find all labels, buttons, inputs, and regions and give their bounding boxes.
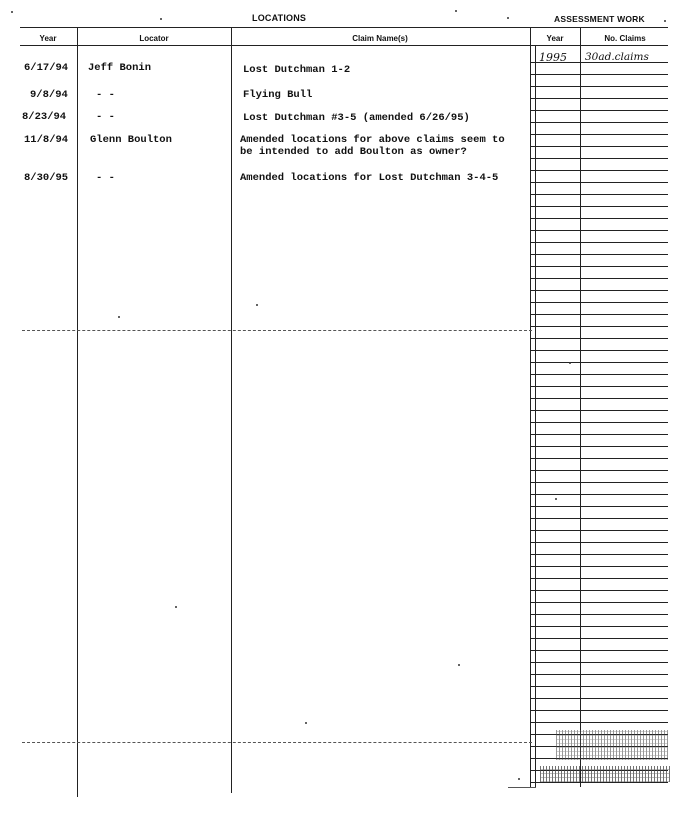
col-header-claim-names: Claim Name(s) bbox=[352, 34, 408, 43]
assessment-rule-line bbox=[531, 590, 668, 591]
assessment-rule-line bbox=[531, 326, 668, 327]
assessment-rule-line bbox=[531, 134, 668, 135]
assessment-rule-line bbox=[531, 578, 668, 579]
assessment-rule-line bbox=[531, 602, 668, 603]
row-locator: Glenn Boulton bbox=[90, 134, 172, 146]
assessment-rule-line bbox=[531, 626, 668, 627]
assessment-year: 1995 bbox=[539, 51, 567, 64]
row-locator: - - bbox=[96, 172, 115, 184]
assessment-rule-line bbox=[531, 86, 668, 87]
assessment-rule-line bbox=[531, 506, 668, 507]
assessment-rule-line bbox=[531, 158, 668, 159]
row-year: 8/23/94 bbox=[22, 111, 67, 123]
assessment-rule-line bbox=[531, 206, 668, 207]
assessment-rule-line bbox=[531, 662, 668, 663]
assessment-rule-line bbox=[531, 518, 668, 519]
assessment-rule-line bbox=[531, 398, 668, 399]
assessment-rule-line bbox=[531, 674, 668, 675]
assessment-rule-line bbox=[531, 542, 668, 543]
assessment-rule-line bbox=[531, 182, 668, 183]
assessment-rule-line bbox=[531, 482, 668, 483]
assessment-rule-line bbox=[531, 74, 668, 75]
assessment-rule-line bbox=[531, 110, 668, 111]
assessment-rule-line bbox=[531, 422, 668, 423]
col-header-assessment-year: Year bbox=[546, 34, 564, 43]
assessment-rule-line bbox=[531, 410, 668, 411]
assessment-rule-line bbox=[531, 446, 668, 447]
assessment-rule-line bbox=[531, 554, 668, 555]
assessment-rule-line bbox=[531, 686, 668, 687]
assessment-rule-line bbox=[531, 314, 668, 315]
assessment-rule-line bbox=[531, 566, 668, 567]
assessment-rule-line bbox=[531, 290, 668, 291]
assessment-rule-line bbox=[531, 254, 668, 255]
assessment-rule-line bbox=[531, 98, 668, 99]
assessment-rule-line bbox=[531, 650, 668, 651]
row-claim-line2: be intended to add Boulton as owner? bbox=[240, 146, 467, 158]
assessment-rule-line bbox=[531, 122, 668, 123]
row-year: 11/8/94 bbox=[24, 134, 69, 146]
assessment-rule-line bbox=[531, 302, 668, 303]
assessment-rule-line bbox=[531, 386, 668, 387]
row-year: 6/17/94 bbox=[24, 62, 69, 74]
col-header-locator: Locator bbox=[139, 34, 169, 43]
row-year: 8/30/95 bbox=[24, 172, 69, 184]
assessment-rule-line bbox=[531, 362, 668, 363]
assessment-rule-line bbox=[531, 458, 668, 459]
assessment-rule-line bbox=[531, 338, 668, 339]
assessment-rule-line bbox=[531, 194, 668, 195]
assessment-rule-line bbox=[531, 782, 668, 783]
row-claim: Lost Dutchman 1-2 bbox=[243, 64, 351, 76]
assessment-work-title: ASSESSMENT WORK bbox=[554, 14, 645, 24]
locations-title: LOCATIONS bbox=[252, 13, 307, 23]
row-claim: Amended locations for Lost Dutchman 3-4-5 bbox=[240, 172, 499, 184]
assessment-rule-line bbox=[531, 494, 668, 495]
row-claim: Amended locations for above claims seem to bbox=[240, 134, 505, 146]
assessment-rule-line bbox=[531, 638, 668, 639]
assessment-rule-line bbox=[531, 146, 668, 147]
assessment-rule-line bbox=[531, 218, 668, 219]
assessment-rule-line bbox=[531, 434, 668, 435]
row-locator: Jeff Bonin bbox=[88, 62, 152, 74]
assessment-rule-line bbox=[531, 470, 668, 471]
row-claim: Lost Dutchman #3-5 (amended 6/26/95) bbox=[243, 112, 470, 124]
assessment-rule-line bbox=[531, 614, 668, 615]
row-locator: - - bbox=[96, 89, 115, 101]
assessment-rule-line bbox=[531, 350, 668, 351]
assessment-rule-line bbox=[531, 278, 668, 279]
row-locator: - - bbox=[96, 111, 115, 123]
assessment-rule-line bbox=[531, 710, 668, 711]
assessment-rule-line bbox=[531, 242, 668, 243]
assessment-rule-line bbox=[531, 722, 668, 723]
assessment-rule-line bbox=[531, 698, 668, 699]
col-header-year: Year bbox=[39, 34, 57, 43]
col-header-no-claims: No. Claims bbox=[604, 34, 646, 43]
assessment-claims: 30ad.claims bbox=[585, 51, 649, 63]
row-claim: Flying Bull bbox=[243, 89, 313, 101]
assessment-rule-line bbox=[531, 266, 668, 267]
assessment-rule-line bbox=[531, 170, 668, 171]
row-year: 9/8/94 bbox=[30, 89, 68, 101]
assessment-rule-line bbox=[531, 530, 668, 531]
assessment-rule-line bbox=[531, 230, 668, 231]
assessment-rule-line bbox=[531, 374, 668, 375]
